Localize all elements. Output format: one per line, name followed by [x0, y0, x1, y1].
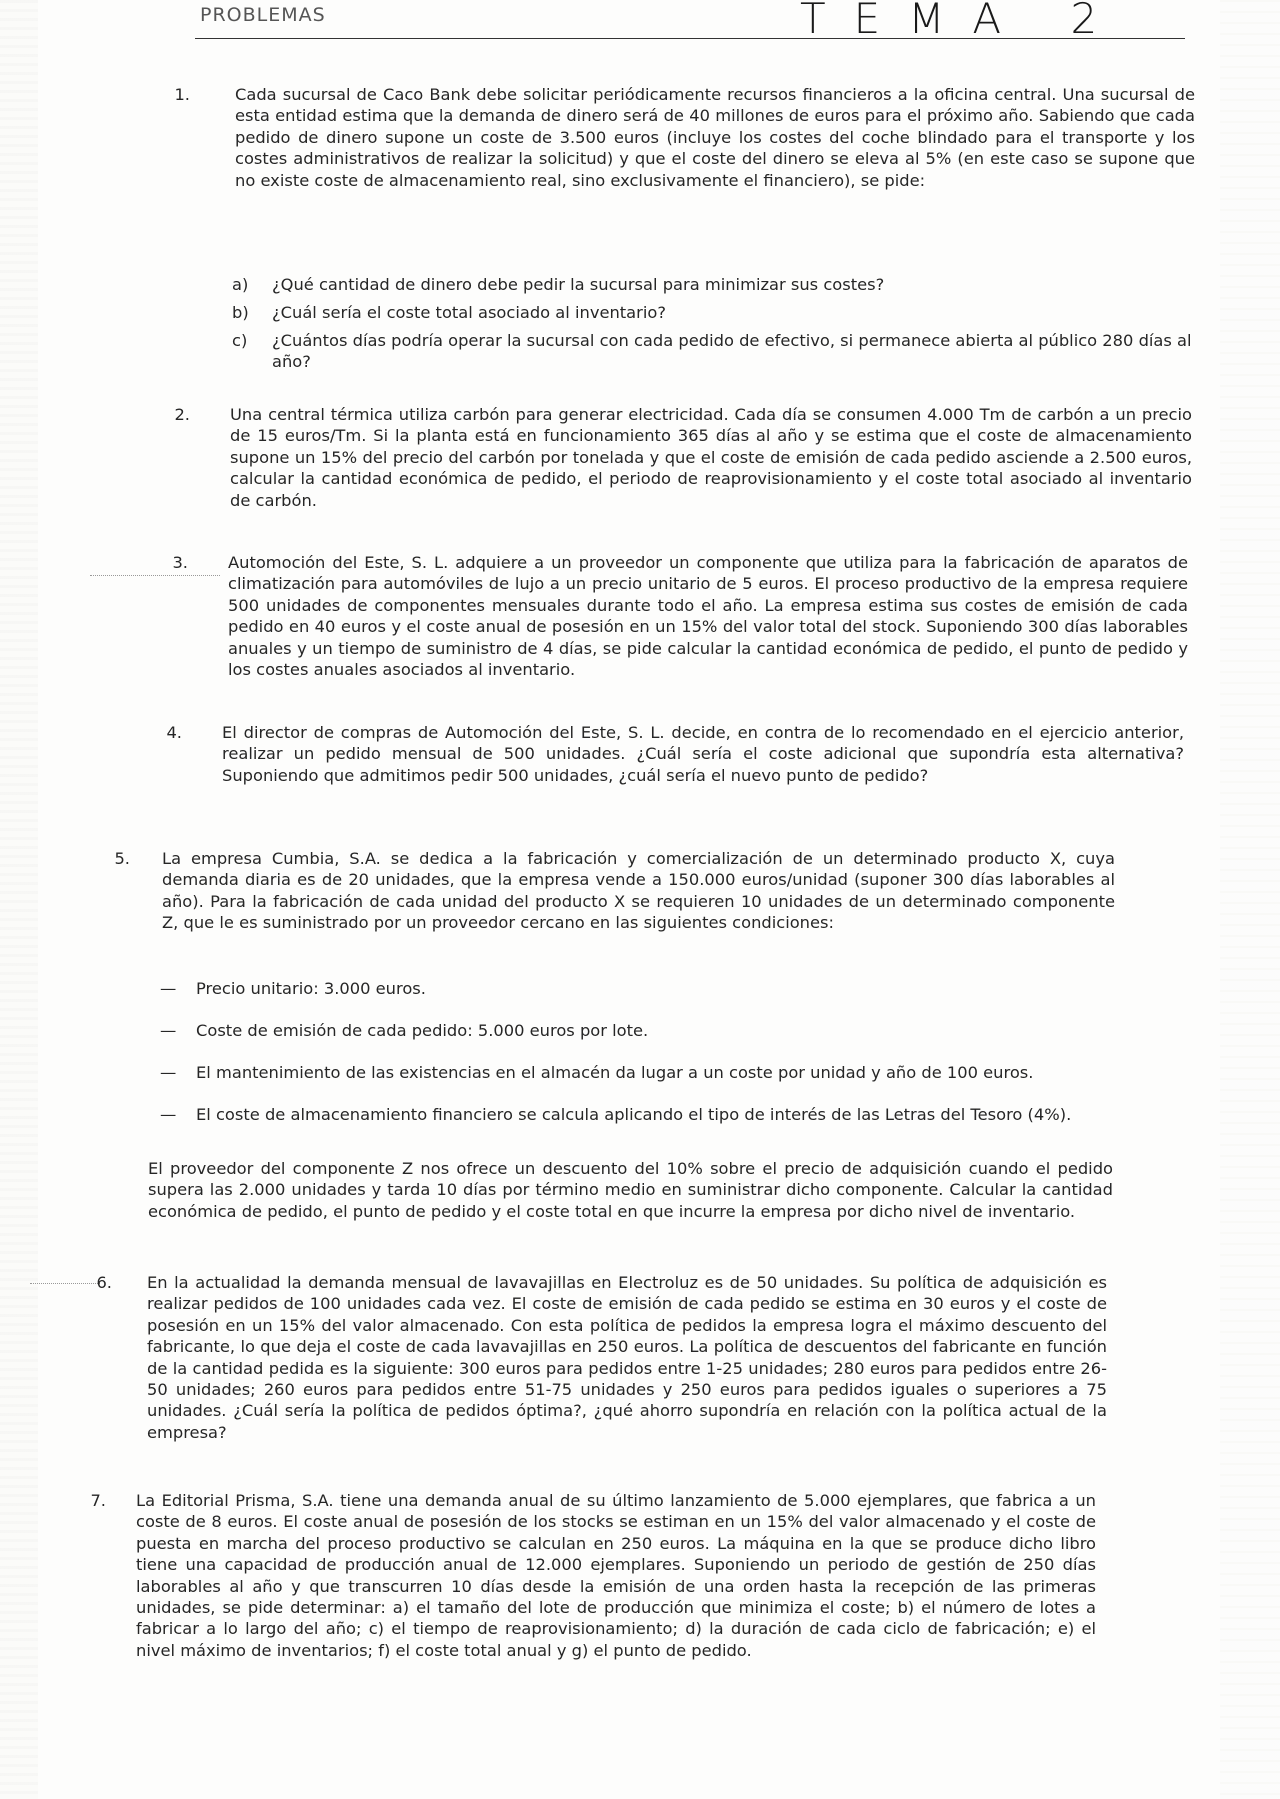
scan-edge-right — [1220, 0, 1280, 1799]
handwritten-topic: TEMA 2 — [800, 0, 1126, 43]
subitem-label: c) — [232, 331, 248, 350]
problem-number: 5. — [114, 849, 130, 868]
dash-bullet: — — [160, 979, 177, 998]
problem-text: El proveedor del componente Z nos ofrece un descuento del 10% sobre el precio de adquisición cuando el pedido supera las 2.000 unidades y tarda 10 días por término medio en suministrar dicho componente. Calcular la cantidad económica de pedido, el punto de pedido y el coste total en que incurre la empresa por dicho nivel de inventario. — [148, 1159, 1113, 1221]
subitem-text: ¿Cuántos días podría operar la sucursal con cada pedido de efectivo, si permanece abierta al público 280 días al año? — [272, 331, 1192, 372]
problem-number: 7. — [90, 1491, 106, 1510]
bullet-text: Precio unitario: 3.000 euros. — [196, 979, 426, 998]
problem-5-bullet-2 — [160, 1020, 1120, 1041]
problem-5-bullet-1 — [160, 978, 1120, 999]
problem-text: Cada sucursal de Caco Bank debe solicitar periódicamente recursos financieros a la oficina central. Una sucursal de esta entidad estima que la demanda de dinero será de 40 millones de euros para el próximo año. Sabiendo que cada pedido de dinero supone un coste de 3.500 euros (incluye los costes del coche blindado para el transporte y los costes administrativos de realizar la solicitud) y que el coste del dinero se eleva al 5% (en este caso se supone que no existe coste de almacenamiento real, sino exclusivamente el financiero), se pide: — [235, 85, 1195, 190]
bullet-text: Coste de emisión de cada pedido: 5.000 euros por lote. — [196, 1021, 649, 1040]
problem-number: 1. — [174, 85, 190, 104]
problem-3 — [158, 552, 1188, 680]
problem-number: 6. — [96, 1273, 112, 1292]
problem-text: En la actualidad la demanda mensual de lavavajillas en Electroluz es de 50 unidades. Su política de adquisición es realizar pedidos de 100 unidades cada vez. El coste de emisión de cada pedido se estima en 30 euros y el coste de posesión en un 15% del valor almacenado. Con esta política de pedidos la empresa logra el máximo descuento del fabricante, lo que deja el coste de cada lavavajillas en 250 euros. La política de descuentos del fabricante en función de la cantidad pedida es la siguiente: 300 euros para pedidos entre 1-25 unidades; 280 euros para pedidos entre 26-50 unidades; 260 euros para pedidos entre 51-75 unidades y 250 euros para pedidos iguales o superiores a 75 unidades. ¿Cuál sería la política de pedidos óptima?, ¿qué ahorro supondría en relación con la política actual de la empresa? — [147, 1273, 1107, 1442]
problem-5-closing — [148, 1158, 1113, 1222]
problem-text: Una central térmica utiliza carbón para generar electricidad. Cada día se consumen 4.000 Tm de carbón a un precio de 15 euros/Tm. Si la planta está en funcionamiento 365 días al año y se estima que el coste de almacenamiento supone un 15% del precio del carbón por tonelada y que el coste de emisión de cada pedido asciende a 2.500 euros, calcular la cantidad económica de pedido, el periodo de reaprovisionamiento y el coste total asociado al inventario de carbón. — [230, 405, 1192, 510]
problem-1 — [160, 84, 1195, 191]
subitem-label: a) — [232, 275, 249, 294]
subitem-text: ¿Qué cantidad de dinero debe pedir la sucursal para minimizar sus costes? — [272, 275, 885, 294]
bullet-text: El coste de almacenamiento financiero se calcula aplicando el tipo de interés de las Letras del Tesoro (4%). — [196, 1105, 1072, 1124]
problem-5 — [100, 848, 1115, 934]
subitem-label: b) — [232, 303, 249, 322]
problem-text: La Editorial Prisma, S.A. tiene una demanda anual de su último lanzamiento de 5.000 ejemplares, que fabrica a un coste de 8 euros. El coste anual de posesión de los stocks se estiman en un 15% del valor almacenado y el coste de puesta en marcha del proceso productivo se calculan en 250 euros. La máquina en la que se produce dicho libro tiene una capacidad de producción anual de 12.000 ejemplares. Suponiendo un periodo de gestión de 250 días laborables al año y que transcurren 10 días desde la emisión de una orden hasta la recepción de las primeras unidades, se pide determinar: a) el tamaño del lote de producción que minimiza el coste; b) el número de lotes a fabricar a lo largo del año; c) el tiempo de reaprovisionamiento; d) la duración de cada ciclo de fabricación; e) el nivel máximo de inventarios; f) el coste total anual y g) el punto de pedido. — [136, 1491, 1096, 1660]
dash-bullet: — — [160, 1021, 177, 1040]
subitem-text: ¿Cuál sería el coste total asociado al inventario? — [272, 303, 666, 322]
problem-1-subitem-b — [232, 302, 1192, 323]
problem-number: 3. — [172, 553, 188, 572]
problem-5-bullet-3 — [160, 1062, 1120, 1083]
scan-edge-left — [0, 0, 38, 1799]
problem-text: El director de compras de Automoción del Este, S. L. decide, en contra de lo recomendado en el ejercicio anterior, realizar un pedido mensual de 500 unidades. ¿Cuál sería el coste adicional que supondría esta alternativa? Suponiendo que admitimos pedir 500 unidades, ¿cuál sería el nuevo punto de pedido? — [222, 723, 1184, 785]
bullet-text: El mantenimiento de las existencias en el almacén da lugar a un coste por unidad y año de 100 euros. — [196, 1063, 1034, 1082]
dash-bullet: — — [160, 1063, 177, 1082]
problem-5-bullet-4 — [160, 1104, 1120, 1125]
problem-number: 2. — [174, 405, 190, 424]
problem-1-subitem-c — [232, 330, 1192, 373]
problem-text: La empresa Cumbia, S.A. se dedica a la fabricación y comercialización de un determinado producto X, cuya demanda diaria es de 20 unidades, que la empresa vende a 150.000 euros/unidad (suponer 300 días laborables al año). Para la fabricación de cada unidad del producto X se requieren 10 unidades de un determinado componente Z, que le es suministrado por un proveedor cercano en las siguientes condiciones: — [162, 849, 1115, 933]
problem-2 — [160, 404, 1192, 511]
problem-4 — [152, 722, 1184, 786]
problem-number: 4. — [166, 723, 182, 742]
problem-1-subitem-a — [232, 274, 1192, 295]
dash-bullet: — — [160, 1105, 177, 1124]
problem-7 — [76, 1490, 1096, 1661]
problem-6 — [82, 1272, 1107, 1443]
problem-text: Automoción del Este, S. L. adquiere a un proveedor un componente que utiliza para la fabricación de aparatos de climatización para automóviles de lujo a un precio unitario de 5 euros. El proceso productivo de la empresa requiere 500 unidades de componentes mensuales durante todo el año. La empresa estima sus costes de emisión de cada pedido en 40 euros y el coste anual de posesión en un 15% del valor total del stock. Suponiendo 300 días laborables anuales y un tiempo de suministro de 4 días, se pide calcular la cantidad económica de pedido, el punto de pedido y los costes anuales asociados al inventario. — [228, 553, 1188, 680]
section-title: PROBLEMAS — [200, 4, 326, 26]
